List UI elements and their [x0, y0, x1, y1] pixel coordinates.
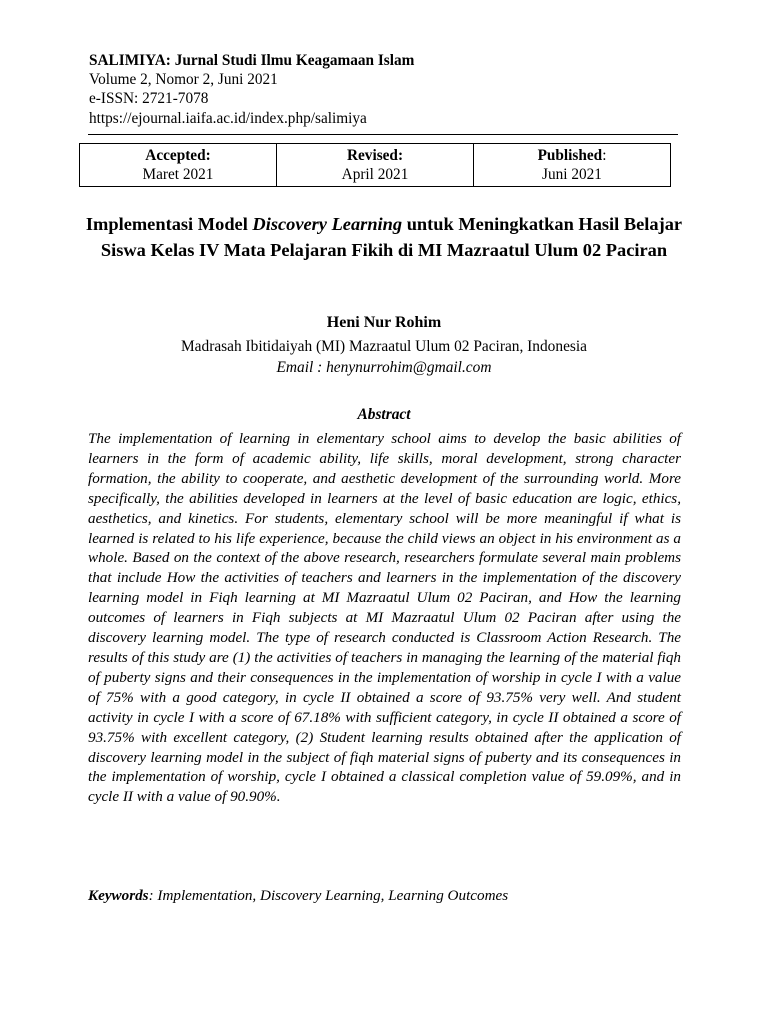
author-name: Heni Nur Rohim [326, 314, 442, 331]
dates-table [79, 143, 671, 187]
accepted-label: Accepted: [145, 147, 211, 164]
journal-issn: e-ISSN: 2721-7078 [89, 90, 209, 108]
author-affiliation: Madrasah Ibitidaiyah (MI) Mazraatul Ulum 02 Paciran, Indonesia [180, 338, 587, 355]
keywords-label: Keywords [88, 887, 149, 904]
journal-name: SALIMIYA: Jurnal Studi Ilmu Keagamaan Islam [89, 52, 415, 69]
revised-cell [277, 144, 474, 187]
published-label: Published [537, 147, 603, 164]
journal-volume: Volume 2, Nomor 2, Juni 2021 [89, 71, 278, 89]
keywords-text: : Implementation, Discovery Learning, Learning Outcomes [148, 887, 509, 904]
journal-url[interactable]: https://ejournal.iaifa.ac.id/index.php/salimiya [89, 109, 367, 127]
accepted-value: Maret 2021 [142, 166, 214, 183]
accepted-cell [80, 144, 277, 187]
keywords-line [88, 887, 681, 905]
paper-title [84, 211, 684, 263]
revised-label: Revised: [346, 147, 404, 164]
published-value: Juni 2021 [542, 166, 602, 183]
header-rule [88, 134, 678, 135]
abstract-text: The implementation of learning in elementary school aims to develop the basic abilities of learners in the form of academic ability, life skills, moral development, strong character formation, the ability to cooperate, and aesthetic development of the surrounding world. More specifically, the abilities developed in learners at the level of basic education are logic, ethics, aesthetics, and kinetics. For students, elementary school will be more meaningful if what is learned is related to his life experience, because the child views an object in his environment as a whole. Based on the context of the above research, researchers formulate several main problems that include How the activities of teachers and learners in the implementation of the discovery learning model in Fiqh learning at MI Mazraatul Ulum 02 Paciran, and How the learning outcomes of learners in Fiqh subjects at MI Mazraatul Ulum 02 Paciran after using the discovery learning model. The type of research conducted is Classroom Action Research. The results of this study are (1) the activities of teachers in managing the learning of the material fiqh of puberty signs and their consequences in the implementation of worship in cycle I with a value of 75% with a good category, in cycle II obtained a score of 93.75% very well. And student activity in cycle I with a score of 67.18% with sufficient category, in cycle II obtained a score of 93.75% with excellent category, (2) Student learning results obtained after the application of discovery learning model in the subject of fiqh material signs of puberty and its consequences in the implementation of worship, cycle I obtained a classical completion value of 59.09%, and in cycle II with a value of 90.90%. [88, 430, 681, 806]
published-colon: : [602, 147, 607, 164]
journal-header [89, 51, 689, 128]
title-italic: Discovery Learning [252, 214, 403, 234]
revised-value: April 2021 [341, 166, 409, 183]
author-email: Email : henynurrohim@gmail.com [276, 359, 492, 376]
title-part-2: untuk Meningkatkan Hasil Belajar Siswa Kelas IV Mata Pelajaran Fikih di MI Mazraatul Ulum 02 Paciran [100, 214, 683, 260]
abstract-heading: Abstract [357, 406, 411, 423]
published-cell [474, 144, 671, 187]
title-part-1: Implementasi Model [85, 214, 253, 234]
